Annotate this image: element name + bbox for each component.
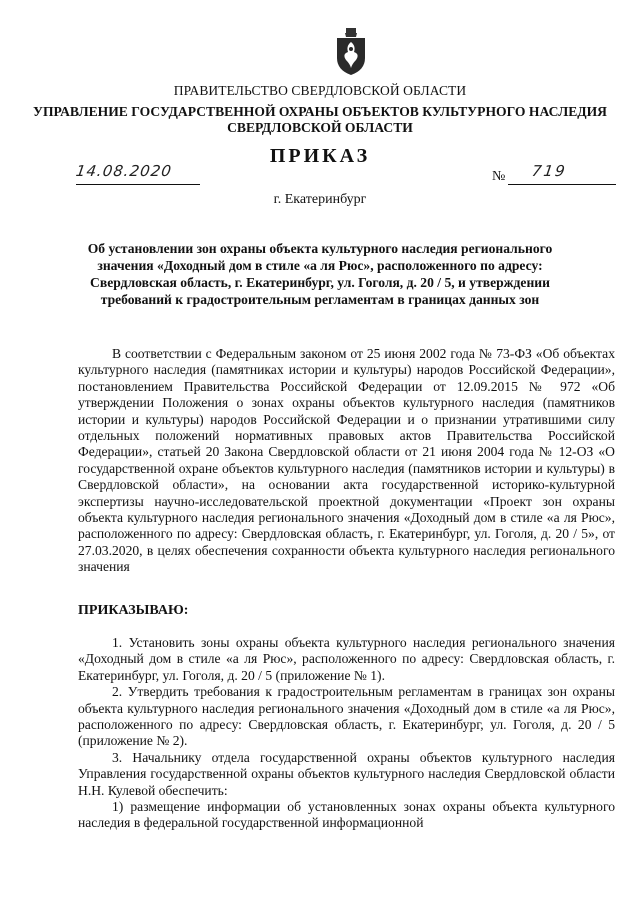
preamble-paragraph: В соответствии с Федеральным законом от 25 июня 2002 года № 73-ФЗ «Об объектах культурного наследия (памятниках истории и культуры) народов Российской Федерации», постановлением Правительства Российской Федерации от 12.09.2015 № 972 «Об утверждении Положения о зонах охраны объектов культурного наследия (памятников истории и культуры) народов Российской Федерации и о признании утратившими силу отдельных положений нормативных правовых актов Правительства Российской Федерации», статьей 20 Закона Свердловской области от 21 июня 2004 года № 12-ОЗ «О государственной охране объектов культурного наследия (памятников истории и культуры) в Свердловской области», на основании акта государственной историко-культурной экспертизы научно-исследовательской проектной документации «Проект зон охраны объекта культурного наследия регионального значения «Доходный дом в стиле «а ля Рюс», расположенного по адресу: Свердловская область, г. Екатеринбург, ул. Гоголя, д. 20 / 5», от 27.03.2020, в целях обеспечения сохранности объекта культурного наследия регионального значения [78,346,615,575]
order-item-1: 1. Установить зоны охраны объекта культурного наследия регионального значения «Доходный дом в стиле «а ля Рюс», расположенного по адресу: Свердловская область, г. Екатеринбург, ул. Гоголя, д. 20 / 5 (приложение № 1). [78,635,615,683]
subject-line-4: требований к градостроительным регламентам в границах данных зон [100,292,540,307]
coat-of-arms-icon [334,28,368,76]
order-subitem-1: 1) размещение информации об установленных зонах охраны объекта культурного наследия в федеральной государственной информационной [78,799,615,831]
subject-line-2: значения «Доходный дом в стиле «а ля Рюс», расположенного по адресу: [97,258,543,273]
department-line-1: УПРАВЛЕНИЕ ГОСУДАРСТВЕННОЙ ОХРАНЫ ОБЪЕКТОВ КУЛЬТУРНОГО НАСЛЕДИЯ [32,104,608,119]
government-name: ПРАВИТЕЛЬСТВО СВЕРДЛОВСКОЙ ОБЛАСТИ [173,83,467,98]
date-field [76,164,200,185]
order-word: ПРИКАЗЫВАЮ: [78,603,189,618]
document-type: ПРИКАЗ [269,145,371,167]
preamble [78,346,615,576]
city: г. Екатеринбург [273,192,367,207]
department-name [0,104,640,136]
number-label: № [492,169,506,184]
handwritten-date: 14.08.2020 [74,162,174,180]
subject-line-3: Свердловская область, г. Екатеринбург, ул. Гоголя, д. 20 / 5, и утверждении [90,275,550,290]
order-item-3: 3. Начальнику отдела государственной охраны объектов культурного наследия Управления государственной охраны объектов культурного наследия Свердловской области Н.Н. Кулевой обеспечить: [78,749,615,798]
department-line-2: СВЕРДЛОВСКОЙ ОБЛАСТИ [227,120,413,135]
handwritten-number: 719 [530,162,568,180]
subject-line-1: Об установлении зон охраны объекта культурного наследия регионального [87,241,553,256]
number-field [508,164,616,185]
order-subject [0,240,640,308]
order-items [78,635,615,832]
order-item-2: 2. Утвердить требования к градостроительным регламентам в границах зон охраны объекта культурного наследия регионального значения «Доходный дом в стиле «а ля Рюс», расположенного по адресу: Свердловская область, г. Екатеринбург, ул. Гоголя, д. 20 / 5 (приложение № 2). [78,684,615,749]
